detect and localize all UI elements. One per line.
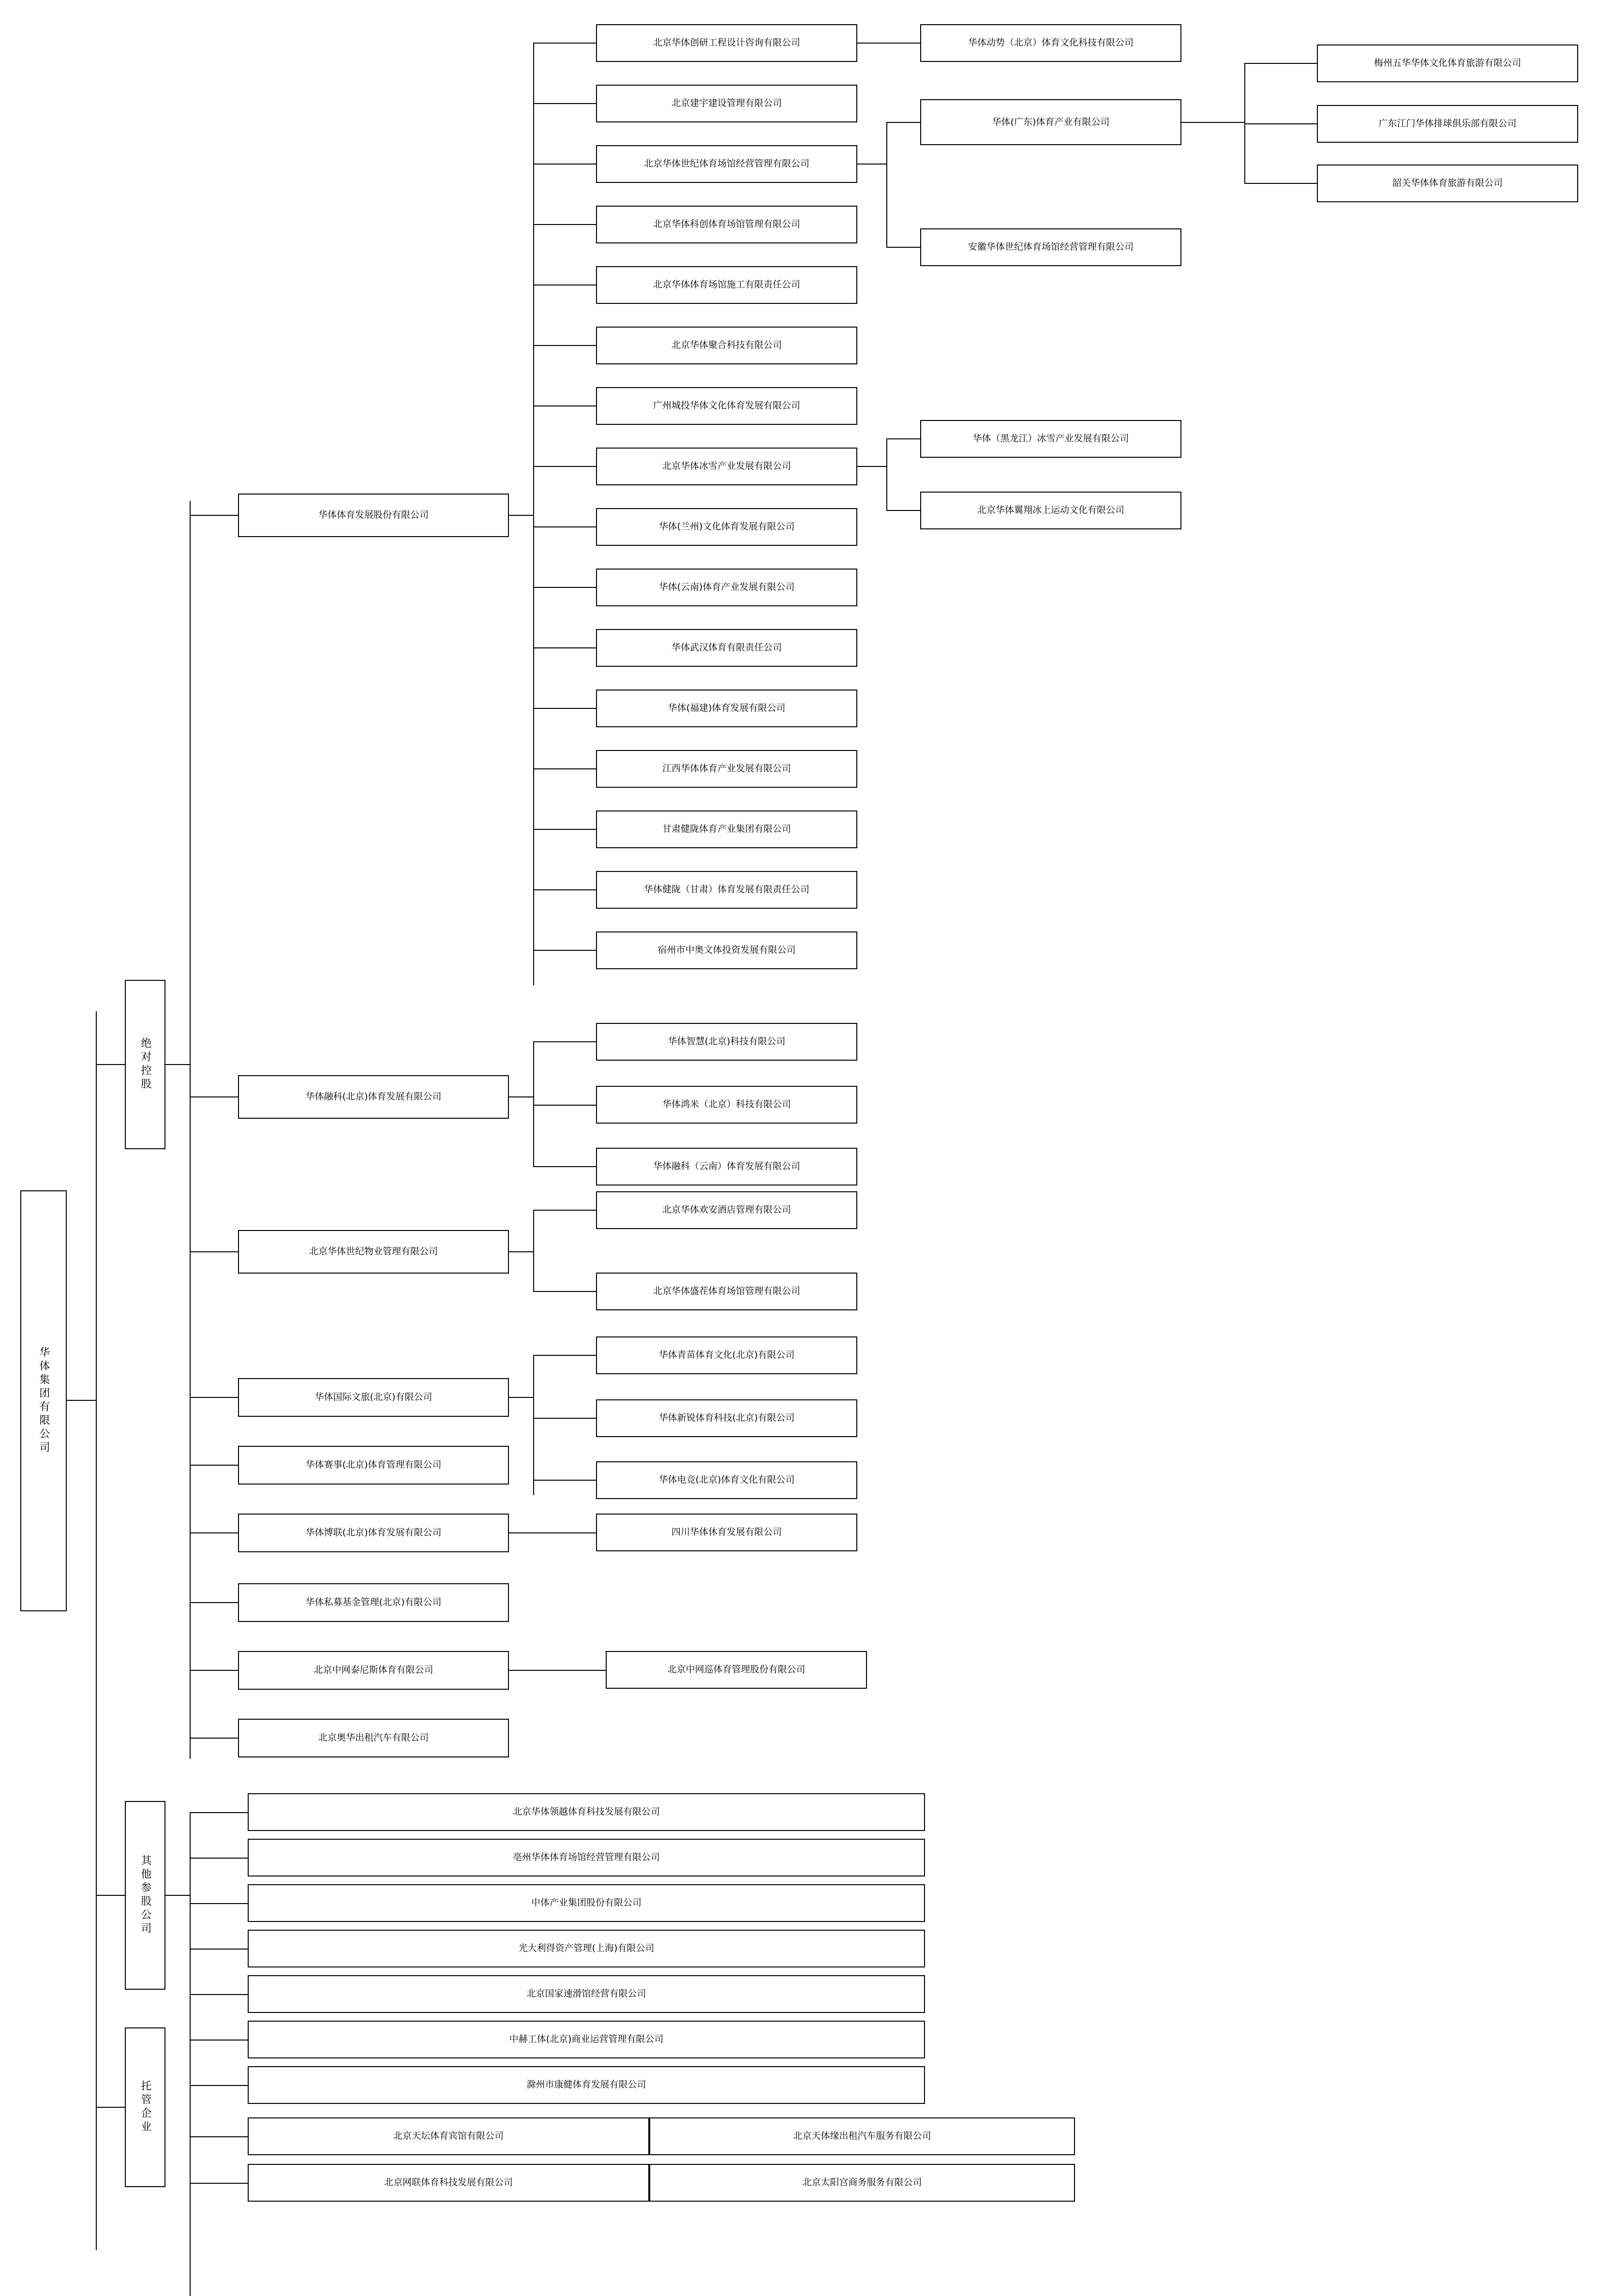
connector [509,1096,533,1097]
connector [165,1064,190,1065]
connector [533,1480,596,1481]
node-l4-2: 华体(广东)体育产业有限公司 [920,99,1181,145]
node-trust-1: 中赫工体(北京)商业运营管理有限公司 [248,2021,925,2058]
category-absolute-holding: 绝对控股 [125,980,165,1149]
connector [533,1355,534,1495]
connector [857,466,886,467]
node-l3-13: 江西华体体育产业发展有限公司 [596,750,857,788]
node-l3-26: 北京中网巡体育管理股份有限公司 [606,1651,867,1689]
connector [190,1812,248,1813]
connector [886,438,887,511]
node-l3-9: 华体(兰州)文化体育发展有限公司 [596,508,857,546]
category-other-equity: 其他参股公司 [125,1801,165,1990]
connector [533,526,596,527]
node-l3-12: 华体(福建)体育发展有限公司 [596,690,857,727]
connector [533,1041,534,1167]
connector [533,1210,596,1211]
node-l3-16: 宿州市中奥文体投资发展有限公司 [596,931,857,969]
node-trust-sub-2: 北京太阳宫商务服务有限公司 [649,2164,1075,2202]
connector [96,2107,125,2108]
connector [190,1994,248,1995]
node-l3-3: 北京华体世纪体育场馆经营管理有限公司 [596,145,857,183]
connector [533,1105,596,1106]
node-l3-19: 华体融科（云南）体育发展有限公司 [596,1148,857,1186]
node-l3-25: 四川华体休育发展有限公司 [596,1514,857,1551]
node-l5-3: 韶关华体体育旅游有限公司 [1317,165,1578,202]
connector [190,1532,238,1533]
node-l2-4: 华体国际文旅(北京)有限公司 [238,1378,509,1417]
connector [886,122,920,123]
node-l4-4: 华体（黑龙江）冰雪产业发展有限公司 [920,420,1181,458]
node-l3-6: 北京华体聚合科技有限公司 [596,327,857,364]
connector [533,708,596,709]
node-other-3: 中体产业集团股份有限公司 [248,1884,925,1922]
node-l3-11: 华体武汉体育有限责任公司 [596,629,857,667]
connector [509,1397,533,1398]
connector [533,405,596,406]
connector [1181,122,1244,123]
node-l2-2: 华体融科(北京)体育发展有限公司 [238,1075,509,1119]
connector [509,1532,596,1533]
node-l3-18: 华体鸿米（北京）科技有限公司 [596,1086,857,1124]
connector [533,1355,596,1356]
node-l2-3: 北京华体世纪物业管理有限公司 [238,1230,509,1274]
connector [533,647,596,648]
node-l2-5: 华体赛事(北京)体育管理有限公司 [238,1446,509,1485]
node-l4-1: 华体动势（北京）体育文化科技有限公司 [920,24,1181,62]
node-l2-9: 北京奥华出租汽车有限公司 [238,1719,509,1757]
connector [190,2040,248,2041]
connector [533,768,596,769]
node-other-1: 北京华体领越体育科技发展有限公司 [248,1793,925,1831]
node-l3-1: 北京华体创研工程设计咨询有限公司 [596,24,857,62]
connector [533,43,534,985]
connector [190,1858,248,1859]
connector [533,1041,596,1042]
node-l2-8: 北京中网泰尼斯体育有限公司 [238,1651,509,1690]
node-l3-10: 华体(云南)体育产业发展有限公司 [596,569,857,606]
connector [857,164,886,165]
node-other-4: 光大利得资产管理(上海)有限公司 [248,1930,925,1967]
category-trusteeship: 托管企业 [125,2027,165,2187]
connector [533,466,596,467]
connector [533,829,596,830]
connector [886,247,920,248]
node-l3-4: 北京华体科创体育场馆管理有限公司 [596,206,857,243]
connector [533,1418,596,1419]
connector [533,103,596,104]
node-trust-2: 滁州市康健体育发展有限公司 [248,2066,925,2104]
node-l5-2: 广东江门华体排球俱乐部有限公司 [1317,105,1578,143]
connector [1244,183,1317,184]
connector [533,1166,596,1167]
connector [190,2183,248,2184]
connector [165,1895,190,1896]
connector [1244,63,1317,64]
connector [190,1397,238,1398]
node-l4-5: 北京华体翼翔冰上运动文化有限公司 [920,492,1181,529]
connector [190,501,191,1759]
node-other-5: 北京国家速滑馆经营有限公司 [248,1975,925,2013]
root-node: 华体集团有限公司 [20,1190,67,1611]
node-l3-21: 北京华体盛茬体育场馆管理有限公司 [596,1273,857,1310]
connector [533,1210,534,1292]
connector [67,1400,96,1401]
node-other-2: 亳州华体体育场馆经营管理有限公司 [248,1839,925,1876]
connector [886,122,887,248]
node-l3-23: 华体新锐体育科技(北京)有限公司 [596,1399,857,1437]
node-trust-4: 北京网联体育科技发展有限公司 [248,2164,649,2202]
node-l3-14: 甘肃健陇体育产业集团有限公司 [596,810,857,848]
connector [96,1895,125,1896]
node-l3-15: 华体健陇（甘肃）体育发展有限责任公司 [596,871,857,909]
connector [509,515,533,516]
connector [509,1251,533,1252]
node-l3-24: 华体电竞(北京)体育文化有限公司 [596,1461,857,1499]
connector [190,1251,238,1252]
connector [190,1096,238,1097]
node-l3-7: 广州城投华体文化体育发展有限公司 [596,387,857,425]
node-l2-7: 华体私募基金管理(北京)有限公司 [238,1583,509,1622]
connector [190,1949,248,1950]
connector [96,1064,125,1065]
connector [533,345,596,346]
node-l5-1: 梅州五华华体文化体育旅游有限公司 [1317,45,1578,82]
node-l3-2: 北京建宇建设管理有限公司 [596,85,857,122]
connector [190,2136,248,2137]
node-l3-17: 华体智慧(北京)科技有限公司 [596,1023,857,1061]
connector [509,1670,606,1671]
connector [96,1011,97,2250]
connector [533,224,596,225]
connector [190,1903,248,1904]
connector [857,43,920,44]
connector [533,1291,596,1292]
node-trust-sub-1: 北京天体缘出租汽车服务有限公司 [649,2117,1075,2155]
connector [886,438,920,439]
node-trust-3: 北京天坛体育宾馆有限公司 [248,2117,649,2155]
connector [533,164,596,165]
node-l3-22: 华体青苗体育文化(北京)有限公司 [596,1336,857,1374]
node-l2-1: 华体体育发展股份有限公司 [238,494,509,537]
node-l2-6: 华体博联(北京)体育发展有限公司 [238,1514,509,1552]
connector [190,1738,238,1739]
connector [533,43,596,44]
connector [190,1465,238,1466]
node-l3-8: 北京华体冰雪产业发展有限公司 [596,448,857,485]
connector [190,515,238,516]
node-l4-3: 安徽华体世纪体育场馆经营管理有限公司 [920,228,1181,266]
connector [886,510,920,511]
connector [190,2085,248,2086]
connector [1244,123,1317,124]
connector [190,1812,191,2296]
node-l3-5: 北京华体体育场馆施工有限责任公司 [596,266,857,304]
connector [190,1670,238,1671]
connector [533,587,596,588]
connector [533,889,596,890]
connector [533,950,596,951]
node-l3-20: 北京华体欢安酒店管理有限公司 [596,1191,857,1229]
connector [190,1602,238,1603]
